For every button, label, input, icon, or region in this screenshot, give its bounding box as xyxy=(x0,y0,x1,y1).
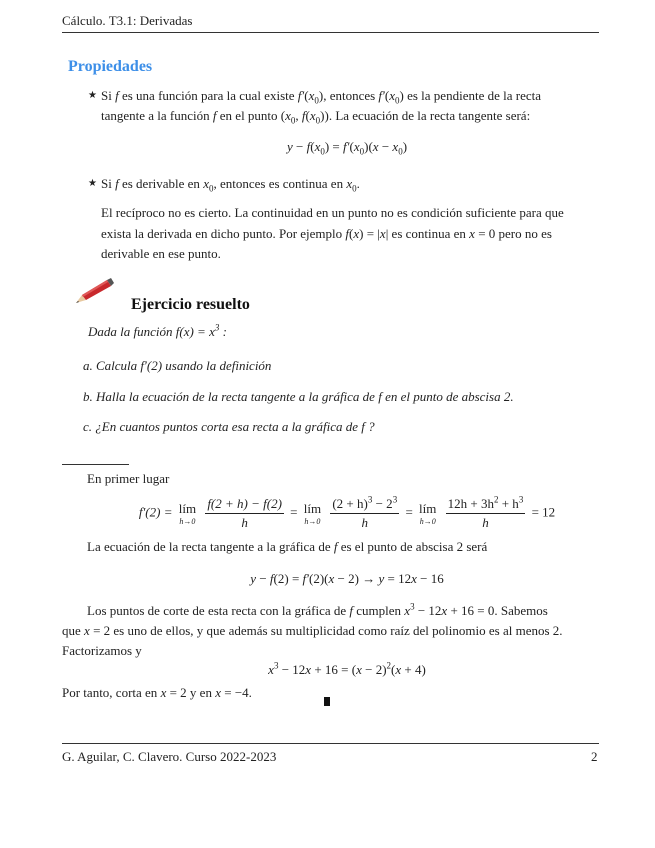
footer-authors: G. Aguilar, C. Clavero. Curso 2022-2023 xyxy=(62,749,277,764)
text-run: ) = | xyxy=(359,226,380,241)
property-1-line-2 xyxy=(101,108,530,124)
pencil-icon xyxy=(74,276,116,306)
math-symbol: x xyxy=(285,108,291,123)
exercise-title: Ejercicio resuelto xyxy=(131,296,250,313)
tangent-line-equation xyxy=(62,571,632,587)
text-run: = 2 y en xyxy=(166,685,216,700)
solution-first: En primer lugar xyxy=(87,471,170,486)
math-symbol: f xyxy=(333,539,338,554)
math-symbol: x xyxy=(392,139,399,154)
text-run: − xyxy=(378,139,393,154)
math-symbol: x xyxy=(441,603,448,618)
text-run: derivable en ese punto. xyxy=(101,246,221,261)
text-run: El recíproco no es cierto. La continuidad en un punto no es condición suficiente para que xyxy=(101,205,564,220)
text-run: Los puntos de corte de esta recta con la gráfica de xyxy=(87,603,350,618)
math-symbol: x xyxy=(84,623,90,638)
tangent-intro xyxy=(87,539,487,555)
fraction-2: $\frac{(2 + h)^3 - 2^3}{h}$ xyxy=(332,494,398,530)
math-symbol: f′ xyxy=(378,88,385,103)
reciprocal-line-2 xyxy=(101,226,552,242)
math-symbol: f′ xyxy=(302,571,309,586)
text-run: es una función para la cual existe xyxy=(118,88,298,103)
text-run: | es continua en xyxy=(385,226,470,241)
text-run: (2) = xyxy=(273,571,303,586)
fraction-1: $\frac{f(2 + h) - f(2)}{h}$ xyxy=(207,496,282,530)
header-rule xyxy=(62,32,599,33)
text-run: )). La ecuación de la recta tangente será: xyxy=(320,108,531,123)
limit: lím h→0 xyxy=(419,501,437,526)
math-symbol: 0 xyxy=(395,95,400,106)
text-run: − 16 xyxy=(416,571,444,586)
exercise-item-c xyxy=(83,419,375,435)
text-run: )( xyxy=(364,139,373,154)
text-run: cumplen xyxy=(353,603,405,618)
math-symbol: 0 xyxy=(352,183,357,194)
section-title: Propiedades xyxy=(68,58,153,75)
cut-line-1 xyxy=(87,603,548,619)
property-1-line-1 xyxy=(101,88,541,104)
text-run: = 12 xyxy=(384,571,412,586)
text-run: ( xyxy=(391,662,396,677)
text-run: ( xyxy=(349,226,354,241)
math-symbol: f xyxy=(115,88,119,103)
text-run: + 4) xyxy=(401,662,426,677)
separator-rule xyxy=(62,464,129,465)
text-run: en el punto ( xyxy=(216,108,286,123)
text-run: es derivable en xyxy=(118,176,204,191)
math-symbol: f xyxy=(345,226,350,241)
text-run: = −4. xyxy=(220,685,252,700)
math-symbol: x xyxy=(353,226,360,241)
math-symbol: f′ xyxy=(343,139,350,154)
math-symbol: 3 xyxy=(273,660,279,671)
exercise-intro xyxy=(88,324,227,340)
text-run: ) xyxy=(402,139,408,154)
math-symbol: f xyxy=(306,139,311,154)
text-run: Si xyxy=(101,88,116,103)
math-symbol: f xyxy=(301,108,306,123)
math-symbol: 0 xyxy=(315,115,321,126)
cut-line-2 xyxy=(62,623,563,639)
text-run: es el punto de abscisa 2 será xyxy=(337,539,488,554)
math-symbol: f xyxy=(115,176,119,191)
text-run: − xyxy=(292,139,307,154)
text-run: : xyxy=(219,324,227,339)
math-symbol: x xyxy=(215,685,221,700)
derivative-formula xyxy=(62,496,632,531)
math-symbol: x xyxy=(308,88,315,103)
math-symbol: x xyxy=(395,662,402,677)
math-symbol: 3 xyxy=(214,322,220,333)
equals: = xyxy=(290,504,298,520)
math-symbol: x xyxy=(309,108,316,123)
text-run: − xyxy=(256,571,270,586)
text-run: + 16 = ( xyxy=(311,662,357,677)
fraction-3: $\frac{12h + 3h^2 + h^3}{h}$ xyxy=(447,494,524,530)
limit: lím h→0 xyxy=(303,501,322,526)
text-run: ( xyxy=(305,108,310,123)
text-run: Dada la función xyxy=(88,324,176,339)
text-run: La ecuación de la recta tangente a la gráfica de xyxy=(87,539,334,554)
cut-line-3 xyxy=(62,643,142,659)
math-symbol: x xyxy=(411,571,417,586)
text-run: ( xyxy=(349,139,354,154)
math-symbol: x xyxy=(160,685,167,700)
math-symbol: 0 xyxy=(208,183,214,194)
text-run: − 2) → xyxy=(334,571,379,586)
equals: = xyxy=(405,504,413,520)
page-number: 2 xyxy=(591,749,598,764)
text-run: que xyxy=(62,623,85,638)
text-run: − 12 xyxy=(278,662,306,677)
text-run: = 2 es uno de ellos, y que además su multiplicidad como raíz del polinomio es al menos 2. xyxy=(89,623,563,638)
text-run: , xyxy=(295,108,302,123)
text-run: tangente a la función xyxy=(101,108,213,123)
conclusion xyxy=(62,685,252,701)
math-symbol: x xyxy=(356,662,362,677)
math-symbol: 2 xyxy=(386,660,392,671)
text-run: . xyxy=(356,176,360,191)
math-symbol: x xyxy=(469,226,475,241)
math-symbol: 0 xyxy=(359,146,365,157)
reciprocal-line-1 xyxy=(101,205,564,221)
star-bullet-icon: ★ xyxy=(88,178,97,189)
qed-square-icon xyxy=(324,697,330,706)
reciprocal-line-3 xyxy=(101,246,221,262)
text-run: exista la derivada en dicho punto. Por ejemplo xyxy=(101,226,346,241)
math-symbol: 3 xyxy=(410,601,415,612)
factor-equation xyxy=(62,662,632,678)
text-run: = 0 pero no es xyxy=(474,226,552,241)
text-run: − 2) xyxy=(361,662,387,677)
text-run: ) es la pendiente de la recta xyxy=(399,88,541,103)
text-run: Factorizamos y xyxy=(62,643,142,658)
math-symbol: f xyxy=(212,108,217,123)
text-run: ) = xyxy=(324,139,344,154)
text-run: ), entonces xyxy=(318,88,379,103)
text-run: b. Halla la ecuación de la recta tangente a la gráfica de f en el punto de abscisa 2. xyxy=(83,389,514,404)
text-run: + 16 = 0. Sabemos xyxy=(447,603,548,618)
math-symbol: y xyxy=(378,571,385,586)
math-symbol: x xyxy=(328,571,335,586)
math-symbol: x xyxy=(372,139,379,154)
text-run: ( xyxy=(310,139,315,154)
footer-rule xyxy=(62,743,599,744)
text-run: c. ¿En cuantos puntos corta esa recta a la gráfica de f ? xyxy=(83,419,375,434)
math-symbol: x xyxy=(268,662,274,677)
running-header: Cálculo. T3.1: Derivadas xyxy=(62,13,193,28)
math-symbol: x xyxy=(389,88,396,103)
math-symbol: 0 xyxy=(290,115,296,126)
tangent-equation xyxy=(62,139,632,155)
math-symbol: 0 xyxy=(320,146,325,157)
math-symbol: x xyxy=(314,139,321,154)
math-symbol: x xyxy=(346,176,353,191)
text-run: ( xyxy=(384,88,390,103)
formula-lhs: f′(2) = xyxy=(138,504,176,520)
math-symbol: f xyxy=(269,571,274,586)
star-bullet-icon: ★ xyxy=(88,90,97,101)
limit: lím h→0 xyxy=(178,501,197,526)
text-run: f(x) = x xyxy=(175,324,215,339)
formula-result: = 12 xyxy=(531,504,556,520)
math-symbol: f xyxy=(349,603,354,618)
text-run: a. Calcula f′(2) usando la definición xyxy=(83,358,272,373)
text-run: ( xyxy=(304,88,309,103)
text-run: Por tanto, corta en xyxy=(62,685,161,700)
math-symbol: x xyxy=(404,603,411,618)
math-symbol: y xyxy=(286,139,293,154)
math-symbol: 0 xyxy=(398,146,403,157)
exercise-item-b xyxy=(83,389,514,405)
exercise-item-a xyxy=(83,358,271,374)
text-run: , entonces es continua en xyxy=(213,176,347,191)
math-symbol: 0 xyxy=(314,95,319,106)
math-symbol: x xyxy=(353,139,360,154)
text-run: − 12 xyxy=(414,603,442,618)
math-symbol: y xyxy=(250,571,257,586)
text-run: Si xyxy=(101,176,116,191)
property-2-line-1 xyxy=(101,176,360,192)
text-run: (2)( xyxy=(309,571,329,586)
math-symbol: f′ xyxy=(297,88,305,103)
math-symbol: x xyxy=(379,226,386,241)
math-symbol: x xyxy=(305,662,312,677)
math-symbol: x xyxy=(203,176,209,191)
